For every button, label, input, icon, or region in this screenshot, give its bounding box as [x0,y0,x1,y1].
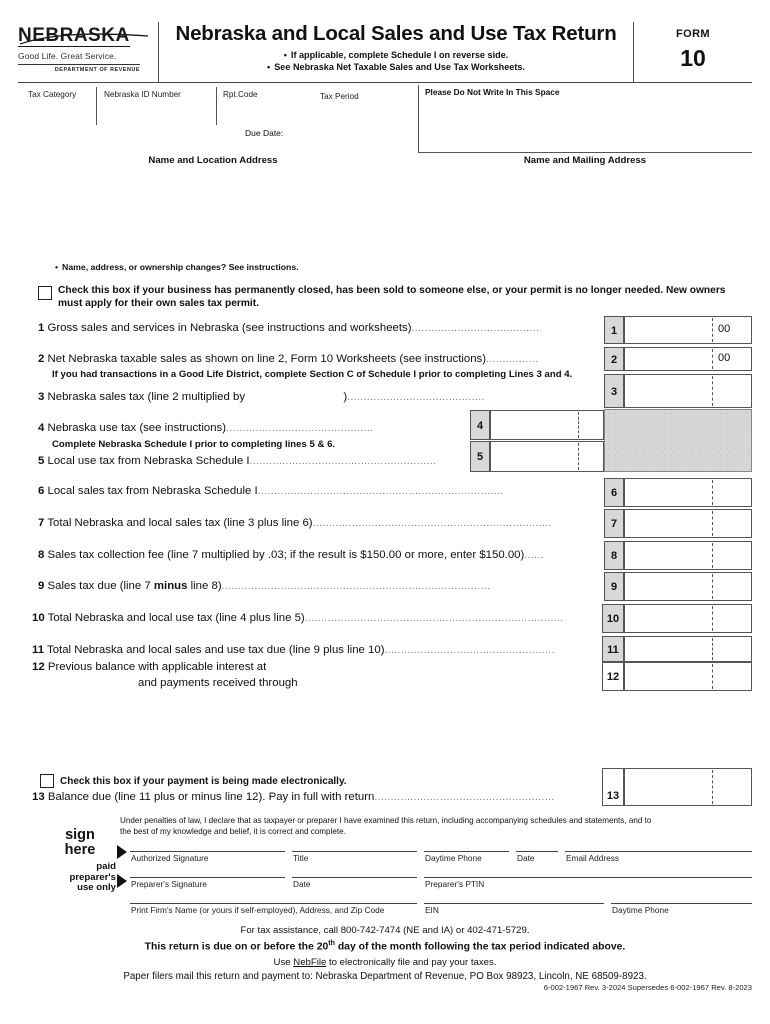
paid-prep-line-1: paid [96,861,116,872]
tax-category-label: Tax Category [28,90,77,99]
logo-department: DEPARTMENT OF REVENUE [18,64,140,73]
line-4-numbox: 4 [470,410,490,440]
line-8-numbox: 8 [604,541,624,570]
line-11-number: 11 [32,644,45,656]
preparer-ptin-line[interactable] [424,877,752,878]
preparer-ptin-label: Preparer's PTIN [425,879,485,889]
due-text-b: day of the month following the tax period indicated above. [334,941,626,953]
line-12-text-b: and payments received through [138,677,298,689]
line-4-cents-divider [578,412,579,438]
line-8-text: Sales tax collection fee (line 7 multiplied by .03; if the result is $150.00 or more, enter $150.00) [47,549,525,561]
nebfile-text-a: Use [273,957,294,968]
line-3-text-a: Nebraska sales tax (line 2 multiplied by [47,391,246,403]
revision-code: 6-002-1967 Rev. 3-2024 Supersedes 6-002-1967 Rev. 8-2023 [543,983,752,992]
daytime-phone-line[interactable] [424,851,509,852]
identification-bar [18,85,408,130]
line-6-row: 6 Local sales tax from Nebraska Schedule I........................................................................... [38,485,504,497]
line-2-cents-divider [712,349,713,369]
authorized-signature-line[interactable] [130,851,285,852]
line-9-text-a: Sales tax due (line 7 [47,580,154,592]
line-6-text: Local sales tax from Nebraska Schedule I [47,485,258,497]
title-block [158,22,634,82]
line-7-row: 7 Total Nebraska and local sales tax (line 3 plus line 6)......................................................................... [38,517,552,529]
date-line[interactable] [516,851,558,852]
paid-prep-line-2: preparer's [69,871,116,883]
line-7-cents-divider [712,511,713,536]
due-date-label: Due Date: [245,128,284,138]
paid-prep-line-3: use only [77,882,116,894]
due-text-a: This return is due on or before the 20 [144,941,329,953]
logo-tagline: Good Life. Great Service. [18,51,117,61]
line-6-amount-field[interactable] [624,478,752,507]
title-bullet-2: • See Nebraska Net Taxable Sales and Use Tax Worksheets. [165,61,627,73]
ein-label: EIN [425,905,439,915]
preparer-date-label: Date [293,879,311,889]
line-4-number: 4 [38,422,45,434]
line-9-numbox: 9 [604,572,624,601]
schedule-i-note: Complete Nebraska Schedule I prior to completing lines 5 & 6. [52,439,336,450]
line-3-row: 3 Nebraska sales tax (line 2 multiplied by ).......................................... [38,391,485,403]
line-2-amount-field[interactable] [624,347,752,371]
line-10-row: 10 Total Nebraska and local use tax (line 4 plus line 5)............................................................................... [32,612,564,624]
line-13-cents-divider [712,770,713,804]
form-number-block [634,22,752,82]
nebfile-text [0,957,770,968]
sign-here-arrow-icon [117,845,127,859]
line-5-row: 5 Local use tax from Nebraska Schedule I......................................................... [38,455,437,467]
line-1-cents: 00 [718,323,731,335]
nebfile-text-b: to electronically file and pay your taxes. [326,957,497,968]
line-11-row: 11 Total Nebraska and local sales and use tax due (line 9 plus line 10).................................................... [32,644,555,656]
idbar-divider-2 [216,87,217,125]
preparer-phone-label: Daytime Phone [612,905,669,915]
line-7-text: Total Nebraska and local sales tax (line 3 plus line 6) [47,517,313,529]
line-3-text-b: ) [343,391,348,403]
line-6-cents-divider [712,480,713,505]
page-title: Nebraska and Local Sales and Use Tax Return [175,22,617,45]
line-8-number: 8 [38,549,45,561]
swoosh-icon [20,33,148,47]
rpt-code-label: Rpt.Code [223,90,258,99]
line-2-numbox: 2 [604,347,624,371]
header-divider [18,82,752,83]
line-5-amount-field[interactable] [490,441,604,472]
name-mailing-address-label: Name and Mailing Address [523,155,647,166]
electronic-payment-label: Check this box if your payment is being made electronically. [60,776,347,787]
line-7-numbox: 7 [604,509,624,538]
line-4-amount-field[interactable] [490,410,604,440]
nebraska-id-label: Nebraska ID Number [104,90,181,99]
line-8-amount-field[interactable] [624,541,752,570]
line-5-number: 5 [38,455,45,467]
line-5-cents-divider [578,443,579,470]
line-10-text: Total Nebraska and local use tax (line 4 plus line 5) [47,612,305,624]
title-bullet-1: • If applicable, complete Schedule I on reverse side. [165,49,627,61]
line-1-numbox: 1 [604,316,624,344]
line-5-text: Local use tax from Nebraska Schedule I [47,455,250,467]
line-9-cents-divider [712,574,713,599]
line-1-number: 1 [38,322,45,334]
line-6-numbox: 6 [604,478,624,507]
line-13-row: 13 Balance due (line 11 plus or minus line 12). Pay in full with return....................................................... [32,791,555,803]
line-4-row: 4 Nebraska use tax (see instructions)............................................. [38,422,374,434]
line-12-text-a: Previous balance with applicable interest at [47,661,267,673]
tax-assistance-text: For tax assistance, call 800-742-7474 (NE and IA) or 402-471-5729. [240,925,530,936]
line-9-text-bold: minus [153,580,188,592]
title-label: Title [293,853,309,863]
changes-notice: • Name, address, or ownership changes? See instructions. [55,262,299,272]
line-1-row: 1 Gross sales and services in Nebraska (see instructions and worksheets)....................................... [38,322,540,334]
line-12-number: 12 [32,661,45,673]
line-10-numbox: 10 [602,604,624,633]
nebfile-link[interactable]: NebFile [293,957,327,968]
sign-here-line-1: sign [65,827,95,843]
preparer-signature-label: Preparer's Signature [131,879,207,889]
line-10-amount-field[interactable] [624,604,752,633]
nebraska-wordmark [18,26,130,47]
line-12-amount-field[interactable] [624,662,752,691]
form-header [18,22,752,82]
name-location-address-label: Name and Location Address [148,155,278,166]
line-12-numbox: 12 [602,662,624,691]
shaded-area [604,409,752,472]
title-line[interactable] [292,851,417,852]
line-11-numbox: 11 [602,636,624,662]
daytime-phone-label: Daytime Phone [425,853,482,863]
perjury-statement: Under penalties of law, I declare that as taxpayer or preparer I have examined this return, including accompanying schedules and statements, and to the best of my knowledge and belief, it is correct and complete. [120,816,652,836]
due-text-superscript: th [328,940,335,947]
business-closed-label: Check this box if your business has permanently closed, has been sold to someone else, or your permit is no longer needed. New owners must apply for their own sales tax permit. [58,285,726,309]
ein-line[interactable] [424,903,604,904]
firm-name-line[interactable] [130,903,417,904]
line-9-row: 9 Sales tax due (line 7 minus line 8).................................................................................. [38,580,491,592]
line-10-number: 10 [32,612,45,624]
do-not-write-label: Please Do Not Write In This Space [425,87,560,97]
line-1-amount-field[interactable] [624,316,752,344]
preparer-date-line[interactable] [292,877,417,878]
line-7-amount-field[interactable] [624,509,752,538]
line-7-number: 7 [38,517,45,529]
line-4-text: Nebraska use tax (see instructions) [47,422,227,434]
line-3-numbox: 3 [604,374,624,408]
line-9-amount-field[interactable] [624,572,752,601]
preparer-phone-line[interactable] [611,903,752,904]
line-3-number: 3 [38,391,45,403]
line-5-numbox: 5 [470,441,490,472]
authorized-signature-label: Authorized Signature [131,853,209,863]
line-6-number: 6 [38,485,45,497]
paid-preparer-label [22,862,116,894]
due-date-text [0,940,770,952]
tax-period-label: Tax Period [320,92,359,101]
date-label: Date [517,853,535,863]
electronic-payment-checkbox[interactable] [40,774,54,788]
title-bullets [165,49,627,74]
agency-logo [18,22,158,82]
line-12-cents-divider [712,664,713,689]
line-13-numbox: 13 [602,768,624,806]
mailing-instructions: Paper filers mail this return and payment to: Nebraska Department of Revenue, PO Box 98923, Lincoln, NE 68509-8923. [123,971,647,982]
idbar-divider-1 [96,87,97,125]
paid-preparer-arrow-icon [117,874,127,888]
line-1-text: Gross sales and services in Nebraska (see instructions and worksheets) [47,322,412,334]
line-10-cents-divider [712,606,713,631]
line-11-cents-divider [712,638,713,660]
line-13-amount-field[interactable] [624,768,752,806]
line-12-row-b [138,677,298,691]
do-not-write-box [418,85,752,153]
line-3-amount-field[interactable] [624,374,752,408]
line-13-number: 13 [32,791,45,803]
line-2-number: 2 [38,353,45,365]
line-11-text: Total Nebraska and local sales and use tax due (line 9 plus line 10) [47,644,385,656]
form-word-label: FORM [676,28,710,40]
good-life-note: If you had transactions in a Good Life District, complete Section C of Schedule I prior to completing Lines 3 and 4. [52,369,573,380]
line-9-number: 9 [38,580,45,592]
line-2-text: Net Nebraska taxable sales as shown on line 2, Form 10 Worksheets (see instructions) [47,353,487,365]
firm-name-label: Print Firm's Name (or yours if self-employed), Address, and Zip Code [131,905,385,915]
sign-here-label [44,828,116,858]
line-11-amount-field[interactable] [624,636,752,662]
email-address-line[interactable] [565,851,752,852]
line-3-cents-divider [712,376,713,406]
line-8-row: 8 Sales tax collection fee (line 7 multiplied by .03; if the result is $150.00 or more, enter $150.00)...... [38,549,544,561]
line-1-cents-divider [712,318,713,342]
preparer-signature-line[interactable] [130,877,285,878]
line-13-text: Balance due (line 11 plus or minus line 12). Pay in full with return [47,791,375,803]
line-2-cents: 00 [718,352,731,364]
line-8-cents-divider [712,543,713,568]
nebraska-wordmark-text: NEBRASKA [18,25,130,46]
line-9-text-b: line 8) [187,580,222,592]
line-2-row: 2 Net Nebraska taxable sales as shown on line 2, Form 10 Worksheets (see instructions)................ [38,353,539,365]
sign-here-line-2: here [64,842,96,859]
business-closed-checkbox[interactable] [38,286,52,300]
line-12-row [32,661,266,675]
form-number: 10 [680,45,706,71]
email-address-label: Email Address [566,853,620,863]
